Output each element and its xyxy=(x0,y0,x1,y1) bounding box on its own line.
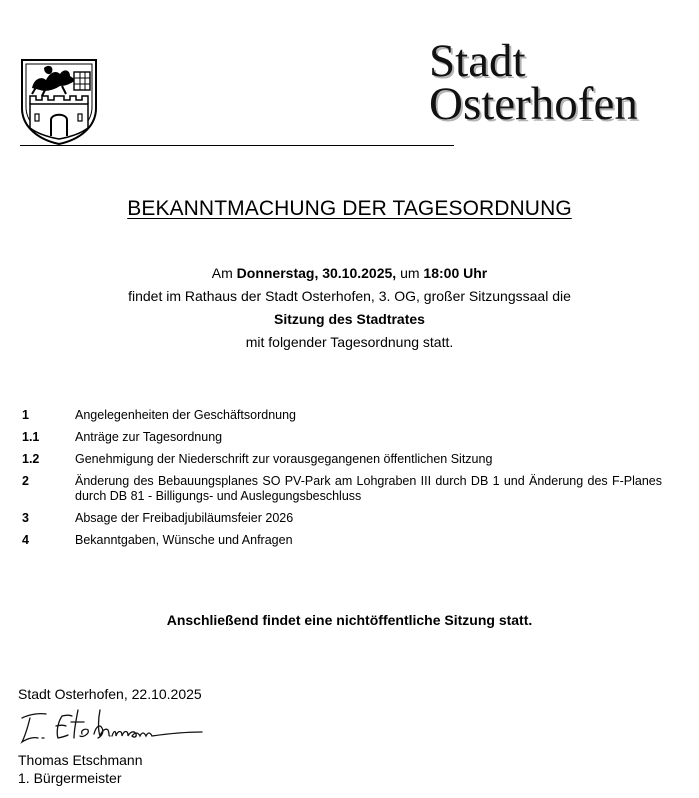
meeting-date: Donnerstag, 30.10.2025, xyxy=(236,265,397,281)
city-wordmark xyxy=(429,35,638,130)
city-line-1: Stadt xyxy=(429,35,526,87)
agenda-text: Änderung des Bebauungsplanes SO PV-Park am Lohgraben III durch DB 1 und Änderung des F-Planes durch DB 81 - Billigungs- und Auslegungsbeschluss xyxy=(75,474,662,503)
agenda-number: 1.1 xyxy=(22,430,40,444)
meeting-name: Sitzung des Stadtrates xyxy=(274,311,425,327)
agenda-item xyxy=(22,533,662,548)
agenda-number: 2 xyxy=(22,474,29,488)
city-line-2: Osterhofen xyxy=(429,78,638,130)
agenda-number: 3 xyxy=(22,511,29,525)
intro-line-1 xyxy=(0,262,699,285)
agenda-number: 4 xyxy=(22,533,29,547)
header-rule xyxy=(20,145,454,146)
agenda-item xyxy=(22,430,662,445)
page-title: BEKANNTMACHUNG DER TAGESORDNUNG xyxy=(127,197,572,220)
agenda-text: Absage der Freibadjubiläumsfeier 2026 xyxy=(75,511,294,525)
agenda-text: Angelegenheiten der Geschäftsordnung xyxy=(75,408,296,422)
intro-line-2: findet im Rathaus der Stadt Osterhofen, 3. OG, großer Sitzungssaal die xyxy=(128,288,571,304)
agenda-item xyxy=(22,511,662,526)
coat-of-arms-icon xyxy=(20,58,98,146)
signatory xyxy=(18,751,143,787)
agenda-text: Genehmigung der Niederschrift zur vorausgegangenen öffentlichen Sitzung xyxy=(75,452,493,466)
meeting-time: 18:00 Uhr xyxy=(423,265,488,281)
intro-line-4: mit folgender Tagesordnung statt. xyxy=(245,334,454,350)
intro-am: Am xyxy=(211,265,237,281)
agenda-list xyxy=(22,408,662,555)
signatory-role: 1. Bürgermeister xyxy=(18,770,122,786)
intro-block xyxy=(0,262,699,354)
agenda-item xyxy=(22,474,662,504)
agenda-text: Anträge zur Tagesordnung xyxy=(75,430,223,444)
agenda-text: Bekanntgaben, Wünsche und Anfragen xyxy=(75,533,293,547)
intro-um: um xyxy=(396,265,424,281)
signatory-name: Thomas Etschmann xyxy=(18,752,143,768)
agenda-item xyxy=(22,408,662,423)
agenda-number: 1.2 xyxy=(22,452,40,466)
agenda-number: 1 xyxy=(22,408,29,422)
signature-place-date: Stadt Osterhofen, 22.10.2025 xyxy=(18,686,202,702)
closing-note: Anschließend findet eine nichtöffentliche Sitzung statt. xyxy=(166,612,533,628)
handwritten-signature xyxy=(16,704,206,748)
agenda-item xyxy=(22,452,662,467)
